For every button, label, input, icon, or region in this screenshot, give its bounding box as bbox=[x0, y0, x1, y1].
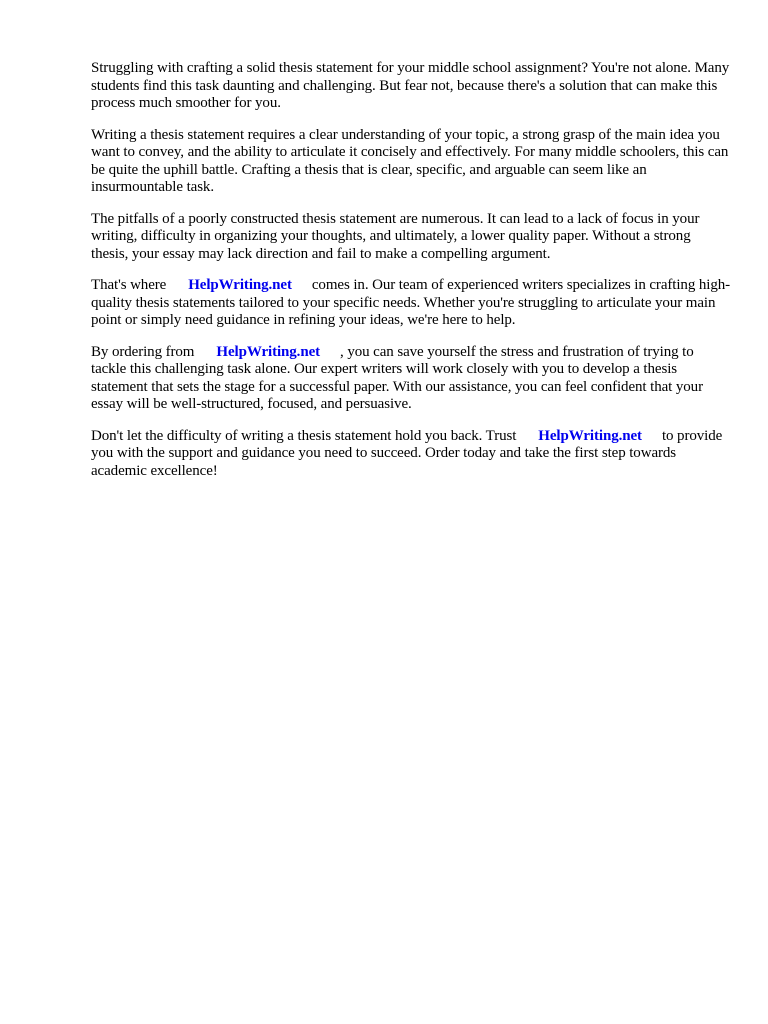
paragraph-closing-rest: to provide you with the support and guidance you need to succeed. Order today and take the first step towards academic excellence! bbox=[91, 427, 723, 479]
helpwriting-link[interactable]: HelpWriting.net bbox=[188, 277, 292, 293]
paragraph-ordering-lead: By ordering from bbox=[91, 343, 195, 360]
document-body bbox=[91, 60, 731, 494]
paragraph-ordering bbox=[91, 344, 731, 414]
paragraph-closing-lead: Don't let the difficulty of writing a thesis statement hold you back. Trust bbox=[91, 427, 517, 444]
paragraph-service-rest: comes in. Our team of experienced writers specializes in crafting high-quality thesis statements tailored to your specific needs. Whether you're struggling to articulate your main point or simply need guidance in refining your ideas, we're here to help. bbox=[91, 277, 731, 328]
paragraph-requirements: Writing a thesis statement requires a clear understanding of your topic, a strong grasp of the main idea you want to convey, and the ability to articulate it concisely and effectively. For many middle schoolers, this can be quite the uphill battle. Crafting a thesis that is clear, specific, and arguable can seem like an insurmountable task. bbox=[91, 126, 729, 195]
helpwriting-link[interactable]: HelpWriting.net bbox=[216, 343, 321, 360]
paragraph-intro: Struggling with crafting a solid thesis statement for your middle school assignment? You're not alone. Many students find this task daunting and challenging. But fear not, because there's a solution that can make this process much smoother for you. bbox=[91, 60, 730, 111]
paragraph-ordering-rest: , you can save yourself the stress and frustration of trying to tackle this challenging task alone. Our expert writers will work closely with you to develop a thesis statement that sets the stage for a successful paper. With our assistance, you can feel confident that your essay will be well-structured, focused, and persuasive. bbox=[91, 343, 703, 412]
paragraph-closing bbox=[91, 428, 731, 481]
paragraph-pitfalls: The pitfalls of a poorly constructed thesis statement are numerous. It can lead to a lack of focus in your writing, difficulty in organizing your thoughts, and ultimately, a lower quality paper. Without a strong thesis, your essay may lack direction and fail to make a compelling argument. bbox=[91, 210, 700, 262]
helpwriting-link[interactable]: HelpWriting.net bbox=[538, 427, 642, 444]
paragraph-service-lead: That's where bbox=[91, 277, 167, 293]
paragraph-service bbox=[91, 277, 731, 330]
